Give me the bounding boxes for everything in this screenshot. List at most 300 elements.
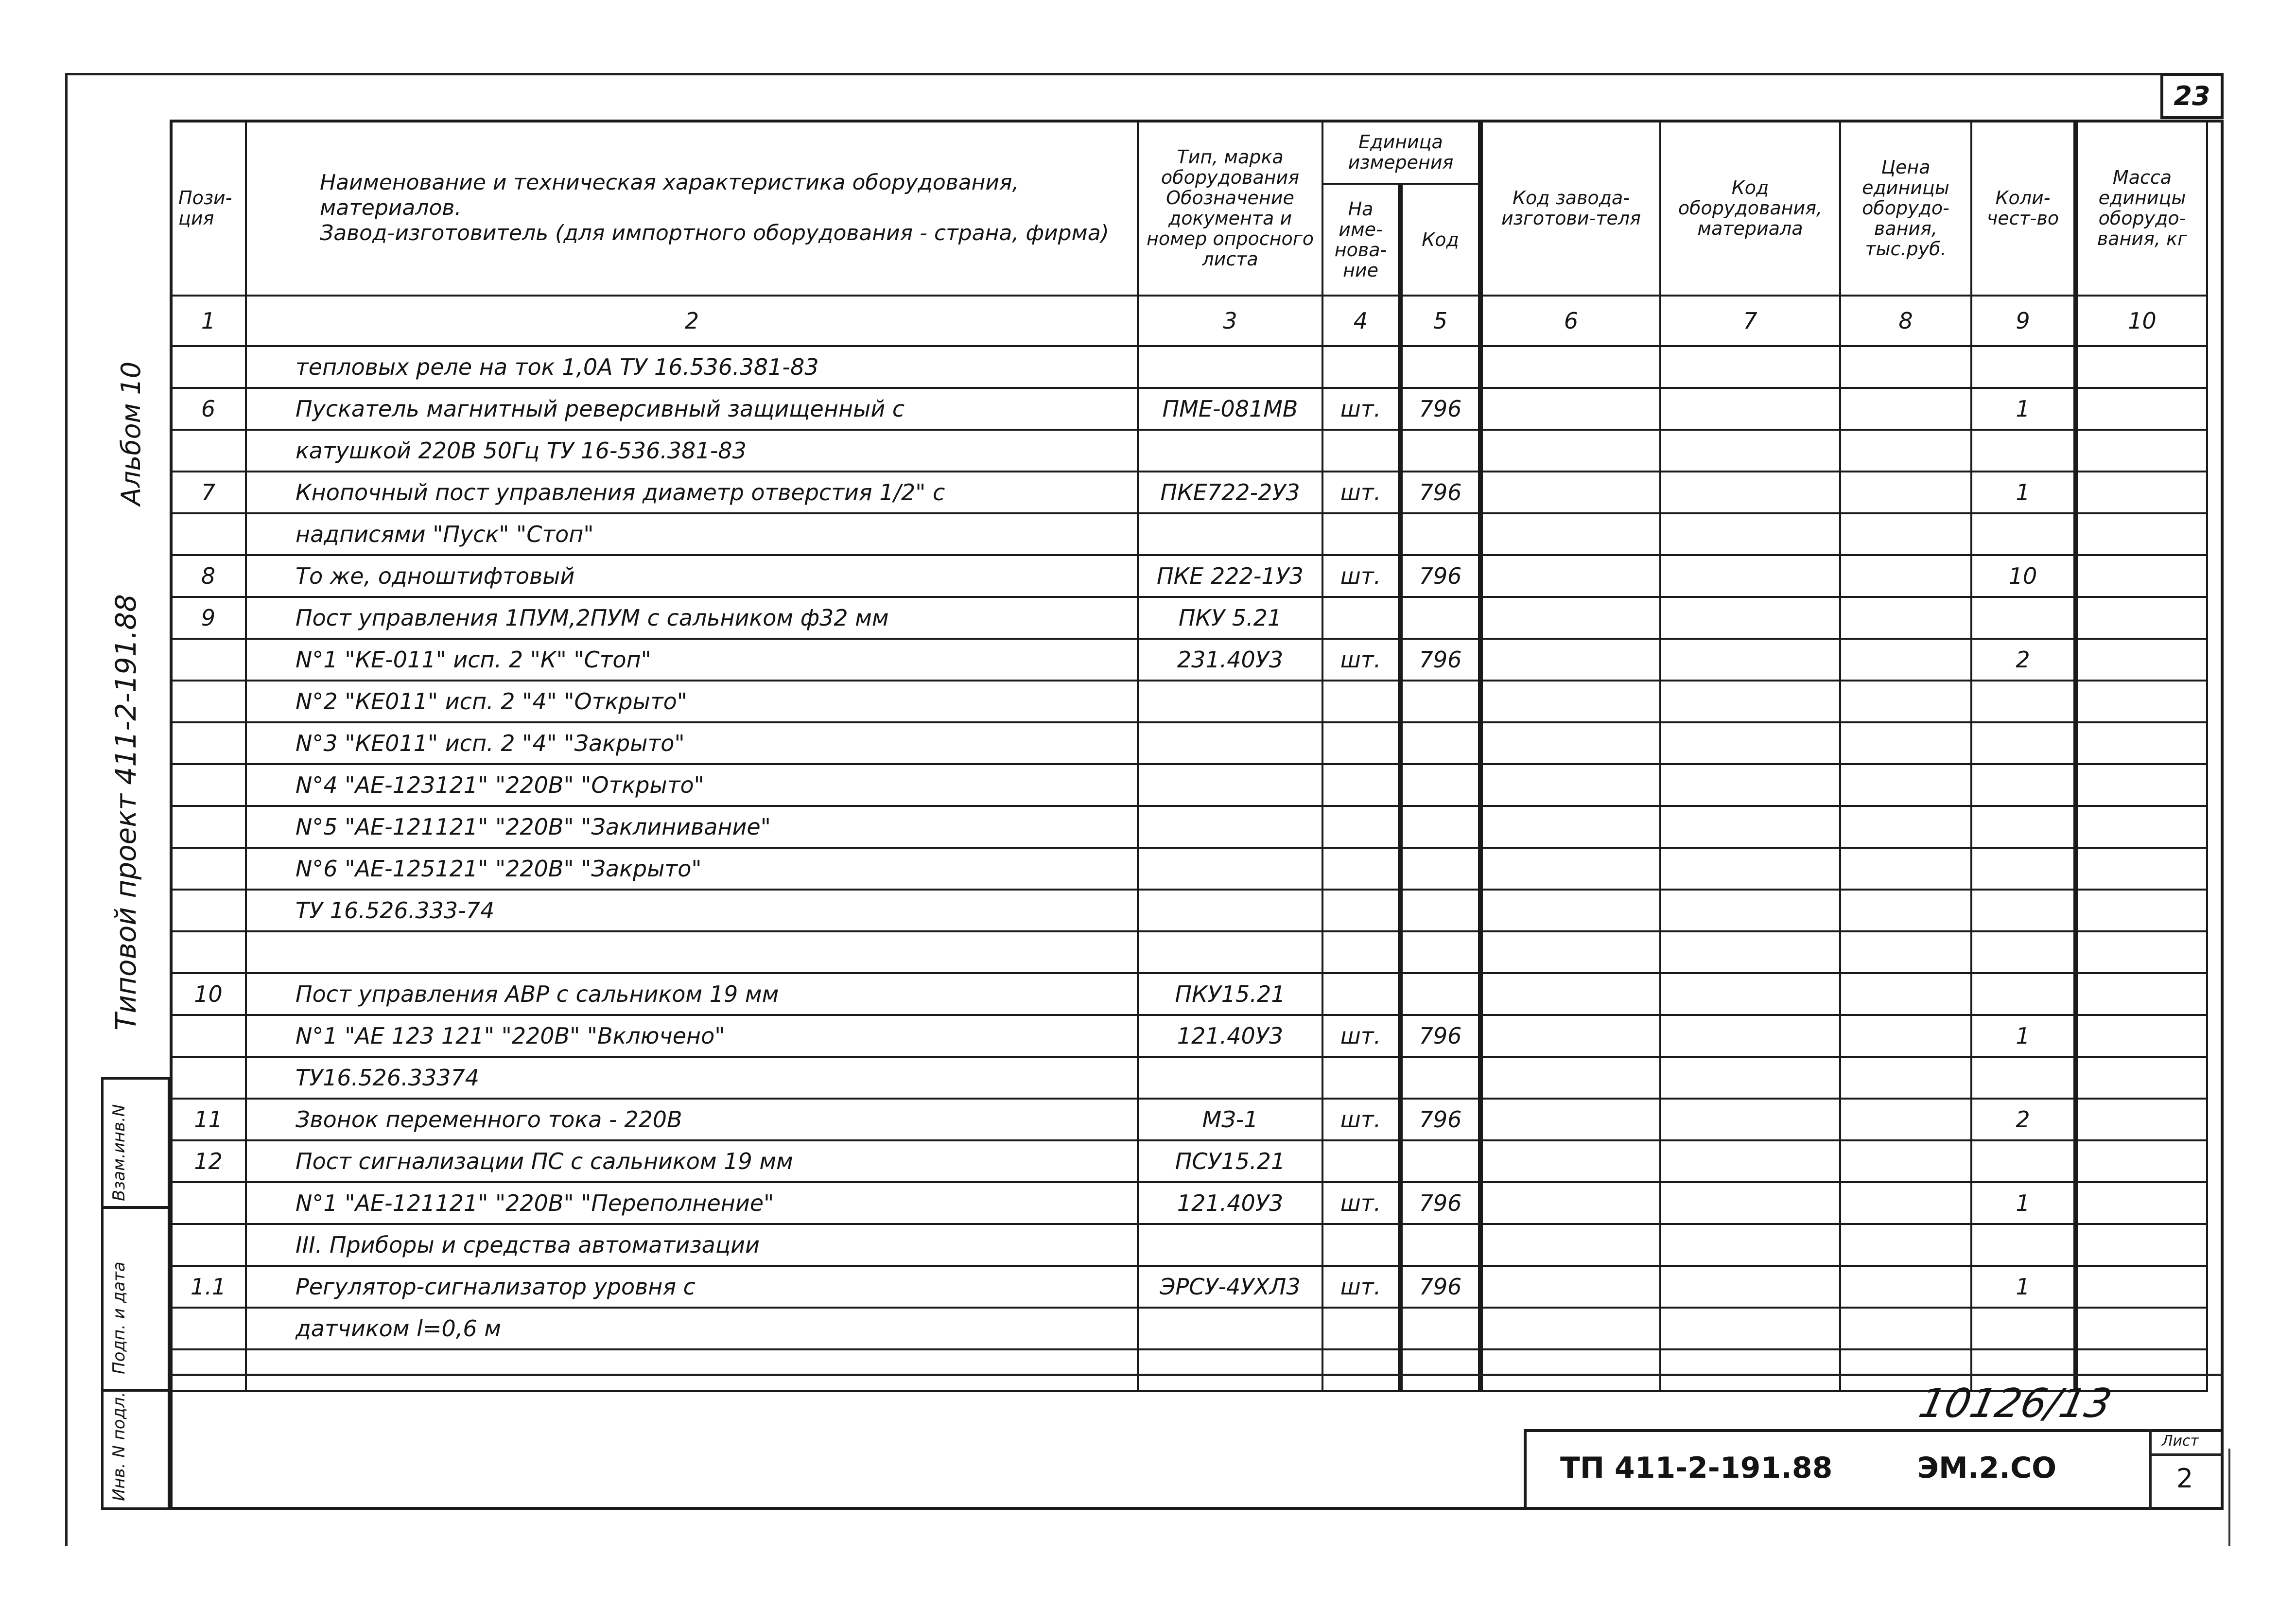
cell-qty (1971, 346, 2076, 388)
cell-empty (1480, 597, 1660, 639)
cell-unit (1322, 890, 1400, 931)
cell-empty (2076, 1099, 2207, 1140)
cell-empty (1660, 430, 1840, 472)
cell-type: МЗ-1 (1138, 1099, 1322, 1140)
cell-empty (1840, 681, 1971, 722)
table-row (171, 1349, 2207, 1391)
cell-empty (2076, 346, 2207, 388)
inventory-number: 10126/13 (1914, 1381, 2116, 1427)
cell-unit (1322, 931, 1400, 973)
cell-code (1400, 1308, 1480, 1349)
specification-table (170, 120, 2208, 1392)
cell-empty (1660, 848, 1840, 890)
cell-empty (1660, 681, 1840, 722)
cell-empty (1840, 1182, 1971, 1224)
cell-code (1400, 973, 1480, 1015)
stamp-strip-2 (101, 1206, 170, 1391)
cell-name: N°3 "КЕ011" исп. 2 "4" "Закрыто" (246, 722, 1138, 764)
cell-empty (2076, 973, 2207, 1015)
cell-empty (1480, 430, 1660, 472)
cell-empty (2076, 639, 2207, 681)
table-row (171, 722, 2207, 764)
cell-name (246, 931, 1138, 973)
cell-empty (2076, 681, 2207, 722)
cell-type (1138, 806, 1322, 848)
cell-unit (1322, 722, 1400, 764)
cell-unit: шт. (1322, 1182, 1400, 1224)
cell-empty (1480, 639, 1660, 681)
cell-empty (1480, 472, 1660, 513)
cell-code (1400, 346, 1480, 388)
cell-type (1138, 890, 1322, 931)
cell-empty (2076, 848, 2207, 890)
cell-code (1400, 1224, 1480, 1266)
cell-empty (1660, 346, 1840, 388)
cell-empty (1840, 346, 1971, 388)
cell-type (1138, 513, 1322, 555)
cell-empty (1660, 1099, 1840, 1140)
cell-empty (1660, 555, 1840, 597)
cell-empty (1480, 890, 1660, 931)
cell-code (1400, 1140, 1480, 1182)
cell-code (1400, 806, 1480, 848)
cell-unit (1322, 1057, 1400, 1099)
cell-empty (1480, 1099, 1660, 1140)
cell-pos (171, 1182, 246, 1224)
cell-qty (1971, 1140, 2076, 1182)
header-position: Пози- ция (171, 121, 246, 296)
col-number-6: 6 (1480, 296, 1660, 346)
cell-empty (2076, 1182, 2207, 1224)
cell-pos (171, 890, 246, 931)
table-row (171, 848, 2207, 890)
header-type: Тип, марка оборудования Обозначение документа и номер опросного листа (1138, 121, 1322, 296)
album-label: Альбом 10 (116, 361, 146, 506)
cell-name: III. Приборы и средства автоматизации (246, 1224, 1138, 1266)
stamp-label-sign-date: Подп. и дата (109, 1261, 129, 1374)
cell-qty: 1 (1971, 1266, 2076, 1308)
table-row (171, 931, 2207, 973)
stamp-label-replace-inv: Взам.инв.N (109, 1104, 129, 1201)
title-block-sheet-divider (2149, 1429, 2152, 1510)
cell-empty (1840, 1057, 1971, 1099)
table-row (171, 513, 2207, 555)
cell-empty (1660, 1349, 1840, 1391)
cell-type: ПКЕ 222-1У3 (1138, 555, 1322, 597)
cell-code (1400, 681, 1480, 722)
set-code: ЭМ.2.СО (1917, 1451, 2057, 1485)
cell-empty (2076, 1266, 2207, 1308)
cell-empty (1480, 388, 1660, 430)
cell-empty (2076, 931, 2207, 973)
cell-pos (171, 1349, 246, 1391)
cell-code (1400, 931, 1480, 973)
cell-qty (1971, 1308, 2076, 1349)
table-row (171, 597, 2207, 639)
cell-code: 796 (1400, 639, 1480, 681)
sheet-value: 2 (2176, 1463, 2193, 1494)
cell-unit (1322, 1349, 1400, 1391)
cell-empty (1660, 764, 1840, 806)
cell-code: 796 (1400, 555, 1480, 597)
cell-type (1138, 1057, 1322, 1099)
cell-empty (1480, 973, 1660, 1015)
col-number-5: 5 (1400, 296, 1480, 346)
cell-code (1400, 513, 1480, 555)
col-number-9: 9 (1971, 296, 2076, 346)
cell-unit (1322, 346, 1400, 388)
table-row (171, 1140, 2207, 1182)
cell-empty (2076, 764, 2207, 806)
cell-name: N°2 "КЕ011" исп. 2 "4" "Открыто" (246, 681, 1138, 722)
cell-type (1138, 681, 1322, 722)
cell-pos: 9 (171, 597, 246, 639)
cell-empty (1840, 1015, 1971, 1057)
cell-type (1138, 848, 1322, 890)
table-row (171, 806, 2207, 848)
cell-pos: 10 (171, 973, 246, 1015)
cell-pos: 6 (171, 388, 246, 430)
cell-qty (1971, 1224, 2076, 1266)
cell-empty (1660, 639, 1840, 681)
cell-unit (1322, 764, 1400, 806)
cell-name: N°1 "АЕ 123 121" "220В" "Включено" (246, 1015, 1138, 1057)
cell-type (1138, 346, 1322, 388)
cell-pos (171, 806, 246, 848)
header-unit-name: На име-нова-ние (1322, 184, 1400, 296)
cell-empty (1480, 1308, 1660, 1349)
cell-qty (1971, 597, 2076, 639)
cell-qty (1971, 430, 2076, 472)
cell-empty (1840, 722, 1971, 764)
doc-code: ТП 411-2-191.88 (1560, 1451, 1833, 1485)
cell-qty (1971, 722, 2076, 764)
cell-pos: 12 (171, 1140, 246, 1182)
cell-name: Пост управления 1ПУМ,2ПУМ с сальником ф32 мм (246, 597, 1138, 639)
cell-type: 231.40У3 (1138, 639, 1322, 681)
cell-name: N°5 "АЕ-121121" "220В" "Заклинивание" (246, 806, 1138, 848)
header-name: Наименование и техническая характеристика оборудования, материалов. Завод-изготовитель (для импортного оборудования - страна, фирма) (246, 121, 1138, 296)
cell-name: надписями "Пуск" "Стоп" (246, 513, 1138, 555)
cell-name: Регулятор-сигнализатор уровня с (246, 1266, 1138, 1308)
header-equip-code: Код оборудования, материала (1660, 121, 1840, 296)
cell-unit: шт. (1322, 1266, 1400, 1308)
cell-code: 796 (1400, 1266, 1480, 1308)
cell-code: 796 (1400, 1182, 1480, 1224)
cell-unit (1322, 1308, 1400, 1349)
cell-type (1138, 722, 1322, 764)
cell-empty (2076, 597, 2207, 639)
cell-empty (1480, 722, 1660, 764)
cell-unit (1322, 681, 1400, 722)
cell-code (1400, 764, 1480, 806)
cell-type: ПКУ 5.21 (1138, 597, 1322, 639)
cell-pos (171, 430, 246, 472)
cell-empty (1840, 848, 1971, 890)
stamp-label-inv-orig: Инв. N подл. (109, 1392, 129, 1501)
header-unit-group: Единица измерения (1322, 121, 1480, 184)
sheet-number-top: 23 (2174, 81, 2210, 111)
cell-name: То же, одноштифтовый (246, 555, 1138, 597)
cell-pos (171, 1015, 246, 1057)
table-row (171, 472, 2207, 513)
cell-empty (1660, 1015, 1840, 1057)
table-row (171, 973, 2207, 1015)
stamp-strip-1 (101, 1077, 170, 1208)
cell-pos (171, 931, 246, 973)
cell-pos: 11 (171, 1099, 246, 1140)
cell-empty (1840, 472, 1971, 513)
cell-empty (1840, 890, 1971, 931)
cell-empty (1840, 931, 1971, 973)
cell-empty (1840, 513, 1971, 555)
right-edge-line (2228, 1449, 2230, 1546)
cell-code: 796 (1400, 1015, 1480, 1057)
table-row (171, 346, 2207, 388)
cell-unit (1322, 806, 1400, 848)
cell-empty (1480, 346, 1660, 388)
cell-empty (1660, 1182, 1840, 1224)
cell-empty (2076, 1140, 2207, 1182)
cell-empty (2076, 430, 2207, 472)
cell-name: тепловых реле на ток 1,0А ТУ 16.536.381-83 (246, 346, 1138, 388)
cell-empty (2076, 1308, 2207, 1349)
cell-unit (1322, 430, 1400, 472)
cell-empty (1840, 430, 1971, 472)
cell-name: Кнопочный пост управления диаметр отверстия 1/2" с (246, 472, 1138, 513)
cell-qty (1971, 890, 2076, 931)
cell-unit: шт. (1322, 1015, 1400, 1057)
cell-type: ПМЕ-081МВ (1138, 388, 1322, 430)
cell-name: Пост сигнализации ПС с сальником 19 мм (246, 1140, 1138, 1182)
cell-pos (171, 722, 246, 764)
cell-type (1138, 931, 1322, 973)
header-unit-code: Код (1400, 184, 1480, 296)
cell-empty (1840, 1140, 1971, 1182)
cell-empty (1480, 806, 1660, 848)
cell-empty (1480, 513, 1660, 555)
cell-empty (1480, 555, 1660, 597)
cell-qty (1971, 848, 2076, 890)
stamp-strip-3 (101, 1389, 170, 1510)
cell-code (1400, 430, 1480, 472)
col-number-2: 2 (246, 296, 1138, 346)
cell-pos (171, 681, 246, 722)
cell-name: катушкой 220В 50Гц ТУ 16-536.381-83 (246, 430, 1138, 472)
cell-empty (2076, 1057, 2207, 1099)
col-number-4: 4 (1322, 296, 1400, 346)
cell-unit: шт. (1322, 388, 1400, 430)
cell-type: 121.40У3 (1138, 1015, 1322, 1057)
cell-name: N°4 "АЕ-123121" "220В" "Открыто" (246, 764, 1138, 806)
cell-empty (2076, 555, 2207, 597)
cell-empty (1840, 555, 1971, 597)
cell-unit (1322, 973, 1400, 1015)
cell-empty (1660, 931, 1840, 973)
cell-name: ТУ16.526.33374 (246, 1057, 1138, 1099)
cell-qty (1971, 764, 2076, 806)
top-border-line (65, 73, 2223, 75)
table-row (171, 1099, 2207, 1140)
cell-empty (1660, 806, 1840, 848)
cell-empty (1840, 973, 1971, 1015)
cell-empty (1660, 1140, 1840, 1182)
cell-pos (171, 1308, 246, 1349)
cell-pos: 7 (171, 472, 246, 513)
cell-empty (1480, 1057, 1660, 1099)
cell-empty (2076, 890, 2207, 931)
cell-type: ПСУ15.21 (1138, 1140, 1322, 1182)
cell-unit: шт. (1322, 555, 1400, 597)
cell-empty (1840, 597, 1971, 639)
cell-name (246, 1349, 1138, 1391)
cell-empty (1660, 513, 1840, 555)
col-number-7: 7 (1660, 296, 1840, 346)
cell-empty (1660, 973, 1840, 1015)
cell-empty (1480, 1349, 1660, 1391)
cell-empty (2076, 472, 2207, 513)
cell-empty (1660, 388, 1840, 430)
cell-name: Пост управления АВР с сальником 19 мм (246, 973, 1138, 1015)
cell-unit: шт. (1322, 472, 1400, 513)
cell-empty (1840, 1099, 1971, 1140)
cell-empty (1480, 1140, 1660, 1182)
cell-name: N°1 "КЕ-011" исп. 2 "К" "Стоп" (246, 639, 1138, 681)
cell-code (1400, 597, 1480, 639)
cell-qty: 1 (1971, 1015, 2076, 1057)
cell-qty (1971, 806, 2076, 848)
cell-empty (2076, 388, 2207, 430)
table-row (171, 1057, 2207, 1099)
cell-empty (1480, 681, 1660, 722)
title-block-hline (170, 1374, 2224, 1376)
cell-pos: 8 (171, 555, 246, 597)
cell-empty (1480, 931, 1660, 973)
cell-name: ТУ 16.526.333-74 (246, 890, 1138, 931)
cell-unit (1322, 1224, 1400, 1266)
cell-type: 121.40У3 (1138, 1182, 1322, 1224)
table-row (171, 764, 2207, 806)
cell-qty: 10 (1971, 555, 2076, 597)
cell-empty (1660, 1266, 1840, 1308)
cell-empty (2076, 1015, 2207, 1057)
cell-name: датчиком l=0,6 м (246, 1308, 1138, 1349)
cell-empty (1480, 848, 1660, 890)
cell-type: ПКЕ722-2У3 (1138, 472, 1322, 513)
cell-empty (1840, 1266, 1971, 1308)
cell-qty: 1 (1971, 1182, 2076, 1224)
cell-empty (1840, 639, 1971, 681)
col-number-8: 8 (1840, 296, 1971, 346)
cell-empty (1480, 764, 1660, 806)
cell-code (1400, 722, 1480, 764)
cell-empty (1840, 388, 1971, 430)
cell-empty (1480, 1224, 1660, 1266)
cell-unit: шт. (1322, 1099, 1400, 1140)
cell-name: Звонок переменного тока - 220В (246, 1099, 1138, 1140)
cell-type: ЭРСУ-4УХЛ3 (1138, 1266, 1322, 1308)
cell-empty (1660, 472, 1840, 513)
cell-empty (1480, 1182, 1660, 1224)
cell-empty (1480, 1015, 1660, 1057)
cell-pos (171, 513, 246, 555)
cell-type (1138, 430, 1322, 472)
cell-pos (171, 848, 246, 890)
cell-pos (171, 1224, 246, 1266)
cell-unit (1322, 597, 1400, 639)
cell-qty (1971, 931, 2076, 973)
cell-empty (1480, 1266, 1660, 1308)
cell-type: ПКУ15.21 (1138, 973, 1322, 1015)
cell-qty: 1 (1971, 388, 2076, 430)
left-border-line (65, 73, 68, 1546)
table-row (171, 388, 2207, 430)
cell-empty (1660, 1224, 1840, 1266)
title-block-sheet-hline (2149, 1453, 2224, 1456)
table-row (171, 639, 2207, 681)
cell-empty (1660, 1057, 1840, 1099)
cell-qty (1971, 1057, 2076, 1099)
cell-qty (1971, 973, 2076, 1015)
cell-empty (2076, 722, 2207, 764)
cell-type (1138, 1224, 1322, 1266)
cell-empty (1840, 764, 1971, 806)
table-row (171, 681, 2207, 722)
cell-code: 796 (1400, 388, 1480, 430)
cell-unit (1322, 1140, 1400, 1182)
cell-type (1138, 1349, 1322, 1391)
table-row (171, 1182, 2207, 1224)
cell-empty (2076, 513, 2207, 555)
project-label: Типовой проект 411-2-191.88 (109, 594, 142, 1031)
cell-code (1400, 1057, 1480, 1099)
sheet-number-box (2160, 73, 2224, 119)
cell-pos (171, 1057, 246, 1099)
cell-empty (1840, 1224, 1971, 1266)
table-row (171, 1308, 2207, 1349)
col-number-10: 10 (2076, 296, 2207, 346)
cell-empty (2076, 1224, 2207, 1266)
cell-code (1400, 1349, 1480, 1391)
table-row (171, 555, 2207, 597)
cell-unit (1322, 848, 1400, 890)
cell-name: N°1 "АЕ-121121" "220В" "Переполнение" (246, 1182, 1138, 1224)
sheet-label: Лист (2162, 1433, 2199, 1450)
cell-pos: 1.1 (171, 1266, 246, 1308)
table-row (171, 890, 2207, 931)
cell-empty (1660, 722, 1840, 764)
cell-qty: 2 (1971, 639, 2076, 681)
cell-type (1138, 764, 1322, 806)
header-qty: Коли-чест-во (1971, 121, 2076, 296)
cell-empty (1660, 890, 1840, 931)
cell-qty (1971, 513, 2076, 555)
cell-qty: 1 (1971, 472, 2076, 513)
cell-code (1400, 890, 1480, 931)
header-mass: Масса единицы оборудо-вания, кг (2076, 121, 2207, 296)
cell-type (1138, 1308, 1322, 1349)
col-number-3: 3 (1138, 296, 1322, 346)
cell-name: Пускатель магнитный реверсивный защищенный с (246, 388, 1138, 430)
table-row (171, 1224, 2207, 1266)
table-row (171, 1266, 2207, 1308)
cell-name: N°6 "АЕ-125121" "220В" "Закрыто" (246, 848, 1138, 890)
cell-empty (2076, 806, 2207, 848)
cell-code: 796 (1400, 1099, 1480, 1140)
cell-empty (1660, 1308, 1840, 1349)
cell-code (1400, 848, 1480, 890)
cell-code: 796 (1400, 472, 1480, 513)
